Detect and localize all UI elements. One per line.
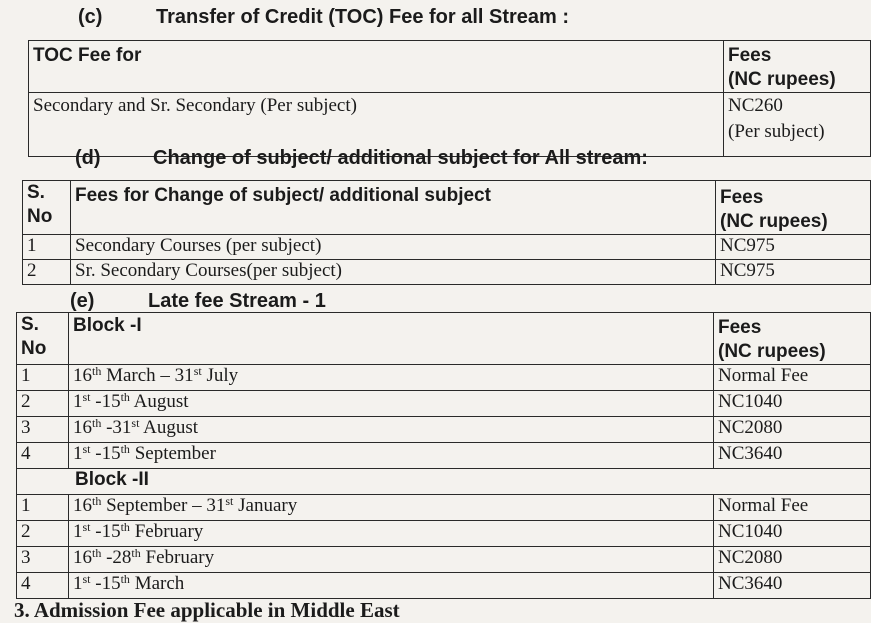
sno-cell: 3 [17, 417, 69, 443]
late-fee-table [16, 312, 871, 599]
toc-row-fee [724, 93, 871, 157]
change-subject-header: Fees for Change of subject/ additional subject [71, 181, 716, 235]
sno-cell: 4 [17, 573, 69, 599]
period-cell: 16th September – 31st January [69, 495, 714, 521]
sno-cell: 1 [17, 495, 69, 521]
sno-header [23, 181, 71, 235]
sno-cell: 2 [17, 391, 69, 417]
section-c-title: Transfer of Credit (TOC) Fee for all Stream : [156, 6, 570, 28]
fee-cell: NC3640 [714, 443, 871, 469]
toc-header-label: TOC Fee for [29, 41, 724, 93]
section-d-title: Change of subject/ additional subject for All stream: [153, 147, 648, 169]
sno-cell: 2 [23, 260, 71, 285]
period-cell: 1st -15th September [69, 443, 714, 469]
table-row [17, 573, 871, 599]
fees-header [714, 313, 871, 365]
fee-cell: NC1040 [714, 521, 871, 547]
table-row [23, 235, 871, 260]
table-row [17, 365, 871, 391]
block-2-title: Block -II [17, 469, 871, 495]
toc-row-label: Secondary and Sr. Secondary (Per subject) [29, 93, 724, 157]
fees-unit-label: (NC rupees) [728, 69, 836, 90]
table-row [23, 260, 871, 285]
fees-label: Fees [718, 317, 762, 338]
sno-cell: 1 [23, 235, 71, 260]
course-cell: Secondary Courses (per subject) [71, 235, 716, 260]
section-e-label: (e) [70, 290, 95, 312]
table-header-row [23, 181, 871, 235]
table-row [17, 521, 871, 547]
fee-cell: Normal Fee [714, 495, 871, 521]
period-cell: 16th -28th February [69, 547, 714, 573]
fees-unit-label: (NC rupees) [718, 341, 826, 362]
fee-cell: NC1040 [714, 391, 871, 417]
fees-header [716, 181, 871, 235]
table-header-row [29, 41, 871, 93]
table-row [17, 391, 871, 417]
section-e-title: Late fee Stream - 1 [148, 290, 326, 312]
sno-label: S. [27, 182, 45, 203]
sno-header [17, 313, 69, 365]
period-cell: 1st -15th February [69, 521, 714, 547]
sno-label: S. [21, 314, 39, 335]
fee-cell: NC975 [716, 260, 871, 285]
section-d-heading [75, 147, 648, 170]
sno-cell: 1 [17, 365, 69, 391]
block-1-title: Block -I [69, 313, 714, 365]
period-cell: 1st -15th August [69, 391, 714, 417]
section-c-label: (c) [78, 6, 103, 28]
change-subject-table [22, 180, 871, 285]
fee-cell: Normal Fee [714, 365, 871, 391]
period-cell: 16th March – 31st July [69, 365, 714, 391]
period-cell: 1st -15th March [69, 573, 714, 599]
sno-cell: 4 [17, 443, 69, 469]
table-row [17, 443, 871, 469]
sno-label-2: No [27, 206, 53, 227]
block-2-header-row [17, 469, 871, 495]
table-row [17, 547, 871, 573]
toc-fee-note: (Per subject) [728, 121, 825, 142]
toc-fee-value: NC260 [728, 95, 783, 116]
section-e-heading [70, 290, 326, 313]
period-cell: 16th -31st August [69, 417, 714, 443]
course-cell: Sr. Secondary Courses(per subject) [71, 260, 716, 285]
sno-label-2: No [21, 338, 47, 359]
footer-heading: 3. Admission Fee applicable in Middle East [14, 598, 400, 622]
section-c-heading [78, 6, 569, 29]
sno-cell: 3 [17, 547, 69, 573]
section-d-label: (d) [75, 147, 101, 169]
table-row [17, 495, 871, 521]
fee-cell: NC2080 [714, 547, 871, 573]
fees-unit-label: (NC rupees) [720, 211, 828, 232]
fee-cell: NC2080 [714, 417, 871, 443]
table-header-row [17, 313, 871, 365]
fees-label: Fees [720, 187, 764, 208]
sno-cell: 2 [17, 521, 69, 547]
table-row [17, 417, 871, 443]
toc-fee-table [28, 40, 871, 157]
fee-cell: NC3640 [714, 573, 871, 599]
fees-label: Fees [728, 45, 772, 66]
toc-header-fees [724, 41, 871, 93]
fee-cell: NC975 [716, 235, 871, 260]
